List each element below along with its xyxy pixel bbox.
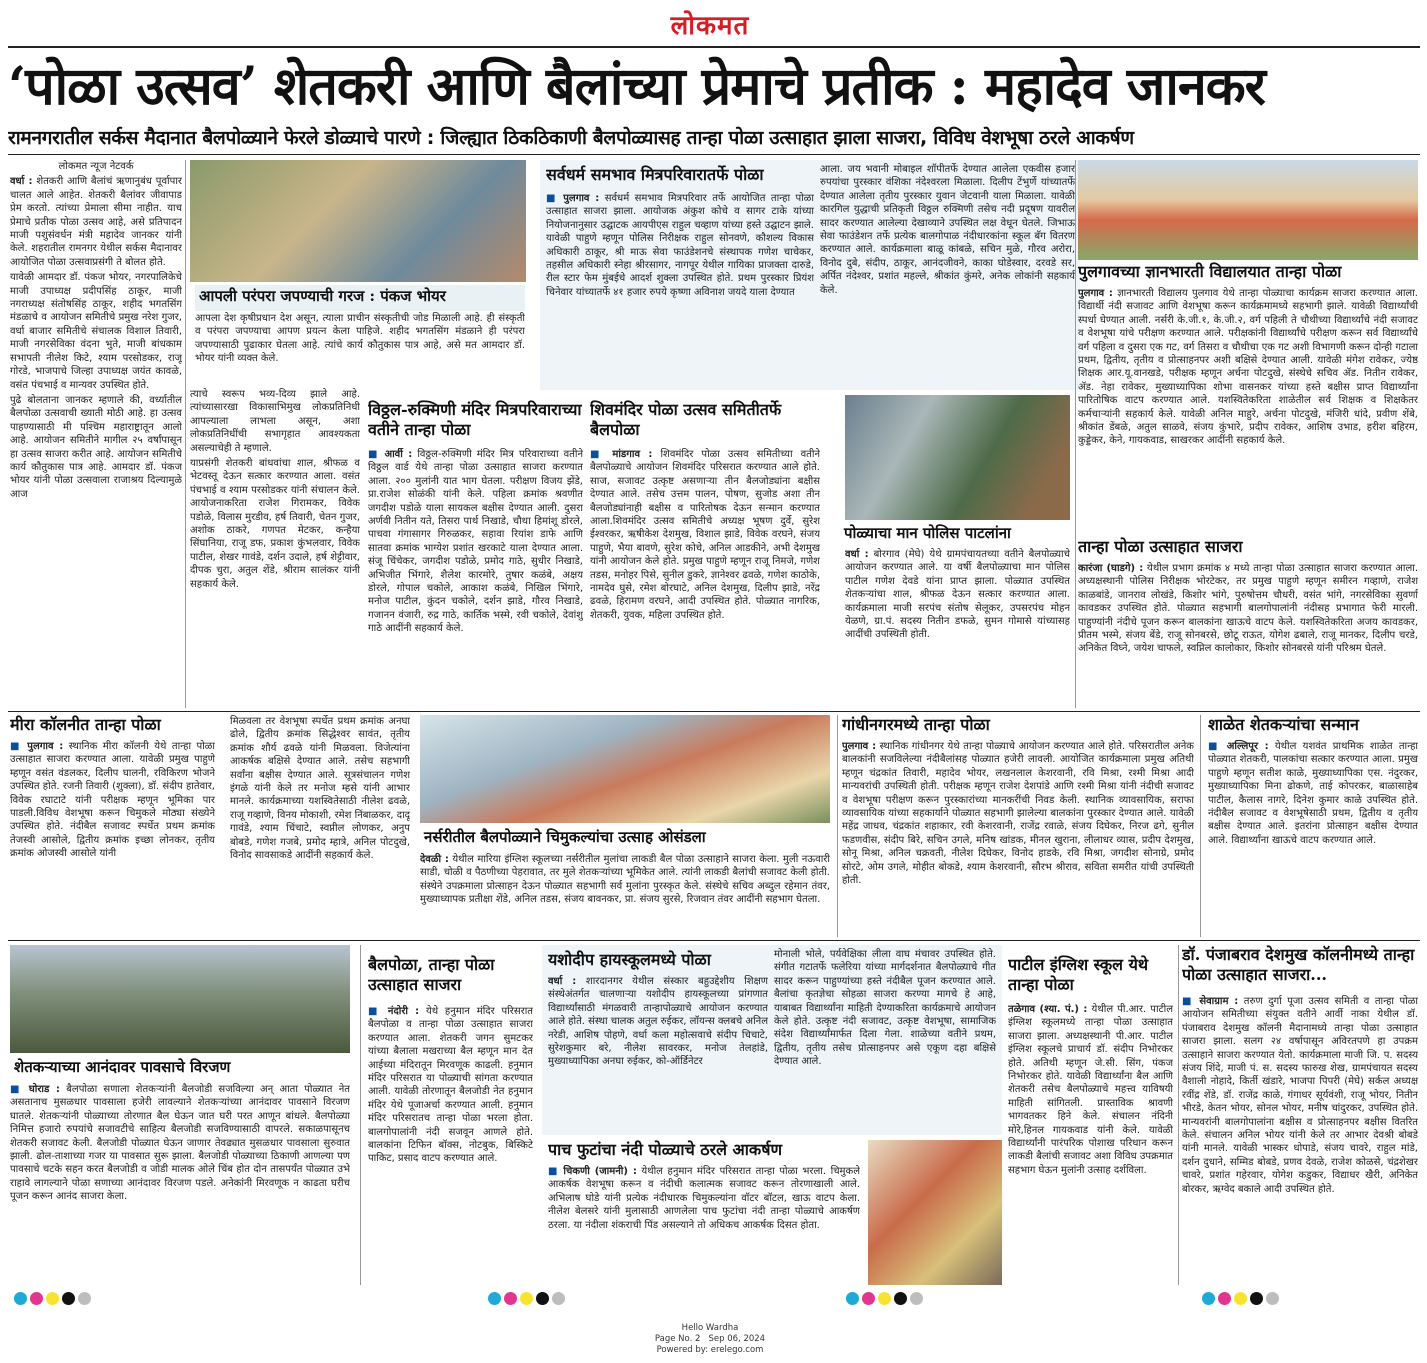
sarvadharma-title: सर्वधर्म समभाव मित्रपरिवारातर्फे पोळा	[546, 165, 764, 184]
shivmandir-title: शिवमंदिर पोळा उत्सव समितीतर्फे बैलपोळा	[590, 400, 782, 439]
dnyanbharati-title: पुलगावच्या ज्ञानभारती विद्यालयात तान्हा पोळा	[1078, 262, 1342, 281]
chikani-place: चिकणी (जामनी) :	[563, 1166, 637, 1177]
registration-marks	[14, 1292, 124, 1307]
dnyanbharati-place: पुलगाव :	[1078, 288, 1113, 299]
vitthal-title: विठ्ठल-रुक्मिणी मंदिर मित्रपरिवाराच्या वतीने तान्हा पोळा	[368, 400, 582, 439]
chikani-title: पाच फुटांचा नंदी पोळ्याचे ठरले आकर्षण	[548, 1140, 783, 1159]
pankaj-body: आपला देश कृषीप्रधान देश असून, त्याला प्राचीन संस्कृतीची जोड मिळाली आहे. ही संस्कृती व परंपरा जपण्याचा आपण प्रयत्न केला पाहिजे. शहीद भगतसिंग मंडळाने ही परंपरा जपण्यासाठी पुढाकार घेतला आहे. त्यांचे कार्य कौतुकास पात्र आहे, असे मत आमदार डॉ. भोयर यांनी व्यक्त केले.	[195, 313, 525, 365]
yellow-dot-icon	[46, 1292, 59, 1305]
registration-marks	[1202, 1292, 1312, 1307]
police-patil-body	[845, 548, 1070, 708]
magenta-dot-icon	[504, 1292, 517, 1305]
bullet-icon: ■	[368, 1006, 382, 1017]
bullet-icon: ■	[1182, 996, 1194, 1007]
nandori-title: बैलपोळा, तान्हा पोळा उत्साहात साजरा	[368, 955, 495, 994]
shivmandir-place: मांडगाव :	[612, 449, 653, 460]
black-dot-icon	[536, 1292, 549, 1305]
patil-text: येथील पी.आर. पाटील इंग्लिश स्कूलमध्ये तान्हा पोळा उत्साहात साजरा झाला. अध्यक्षस्थानी पी.आर. पाटील इंग्लिश स्कूलचे प्राचार्य डॉ. संदीप निभोरकर होते. अतिथी म्हणून जे.सी. सिंग, पंकज निभोरकर होते. यावेळी विद्यार्थ्यांना बैल आणि शेतकरी तसेच बैलपोळ्याचे महत्त्व याविषयी माहिती सांगितली. प्रास्ताविक श्रावणी भागवतकर हिने केले. संचालन नंदिनी मोरे,हिनल गायकवाड यांनी केले. यावेळी विद्यार्थ्यांनी पारंपरिक पोशाख परिधान करून लाकडी बैलांची सजावट अशा विविध उपक्रमात सहभाग घेऊन मुलांनी उत्साह दर्शविला.	[1008, 1004, 1173, 1176]
section-rule	[8, 940, 1420, 941]
sarvadharma-place: पुलगाव :	[563, 193, 600, 204]
police-patil-place: वर्धा :	[845, 549, 869, 560]
patil-title: पाटील इंग्लिश स्कूल येथे तान्हा पोळा	[1008, 955, 1149, 994]
yashodeep-title: यशोदीप हायस्कूलमध्ये पोळा	[548, 950, 711, 969]
cyan-dot-icon	[14, 1292, 27, 1305]
black-dot-icon	[62, 1292, 75, 1305]
magenta-dot-icon	[1218, 1292, 1231, 1305]
karanja-text: येथील प्रभाग क्रमांक ४ मध्ये तान्हा पोळा उत्साहात साजरा करण्यात आला. अध्यक्षस्थानी पोलिस निरीक्षक भोरटेकर, तर प्रमुख पाहुणे म्हणून समीरन गव्हाणे, राजेश काळबांडे, जानराव लोखंडे, किशोर भांगे, पुरुषोत्तम चौधरी, वसंत भांगे, नगरसेविका सुवर्णा कावडकर उपस्थित होते. पोळ्यात सहभागी बालगोपालांनी नंदीसह प्रभागात फेरी मारली. पाहुण्यांनी नंदीचे पूजन करून बालकांना खाऊचे वाटप केले. यशस्वितेकरिता अजय कावडकर, प्रीतम भस्मे, संजय बेंडे, राजू सोनबरसे, छोटू राऊत, योगेश ढबाले, राजू मानकर, दिलीप चरडे, अनिकेत विघ्ने, जयेश चाफले, स्वप्निल कालोकार, किशोर सोनबरसे यांनी परिश्रम घेतले.	[1078, 563, 1418, 655]
gandhinagar-place: पुलगाव :	[842, 741, 877, 752]
yellow-dot-icon	[878, 1292, 891, 1305]
nursery-body	[420, 853, 830, 937]
shivmandir-body	[590, 448, 820, 710]
main-event-photo	[190, 160, 526, 282]
panjabrao-body	[1182, 995, 1418, 1285]
karanja-body	[1078, 562, 1418, 710]
edition-name: Hello Wardha	[681, 1323, 739, 1333]
bullet-icon: ■	[546, 193, 558, 204]
vitthal-text: विठ्ठल-रुक्मिणी मंदिर मित्र परिवाराच्या वतीने विठ्ठल वार्ड येथे तान्हा पोळा उत्साहात साजरा करण्यात आला. २०० मुलांनी यात भाग घेतला. परीक्षण विजय झेंडे, प्रा.राजेश सोळंकी यांनी केले. पहिला क्रमांक श्रवणीत जगदीश पडोळे याला सायकल बक्षीस देण्यात आली. दुसरा अर्णवी नितीन यते, तिसरा पार्थ निखाडे, चौथा हिमांशू डोरले, पाचवा गंगासागर गिरुळकर, सहावा रियांश डाफे आणि सातवा क्रमांक भाग्येश प्रशांत खरकाटे याला देण्यात आला. संजू चिंचेकर, जगदीश पडोळे, प्रमोद गाठे, सुधीर निखाडे, अभिजीत भिंगारे, शैलेश कारमोरे, तुषार कळंबे, अक्षय डोरले, गोपाल चकोले, आकाश कळंबे, निखिल भिंगारे, मनोज पाटील, कुंदन चकोले, दर्शन झाडे, गौरव निखाडे, गजानन वंजारी, रुद्र गाठे, कार्तिक भस्मे, रवी चकोले, देवांशु गाठे आदींनी सहकार्य केले.	[368, 449, 583, 635]
panjabrao-place: सेवाग्राम :	[1199, 996, 1239, 1007]
page-subhead: रामनगरातील सर्कस मैदानात बैलपोळ्याने फेरले डोळ्याचे पारणे : जिल्ह्यात ठिकठिकाणी बैलपोळ्यासह तान्हा पोळा उत्साहात झाला साजरा, विविध वेशभूषा ठरले आकर्षण	[8, 127, 1134, 149]
karanja-place: कारंजा (घाडगे) :	[1078, 563, 1144, 574]
powered-by-link[interactable]: Powered by: erelego.com	[656, 1345, 764, 1355]
meera-body-col2: मिळवला तर वेशभूषा स्पर्धेत प्रथम क्रमांक अनघा ढोले, द्वितीय क्रमांक सिद्धेश्वर सावंत, तृतीय क्रमांक शौर्य ढवळे यांनी मिळवला. विजेत्यांना आकर्षक बक्षिसे देण्यात आले. तसेच सहभागी सर्वांना बक्षीस देण्यात आले. सूत्रसंचालन गणेश इंगळे यांनी केले तर मनोज म्हसे यांनी आभार मानले. कार्यक्रमाच्या यशस्वितेसाठी नीलेश ढवळे, राजू गव्हाणे, विनय मोकाशी, रमेश निंबाळकर, दादू गावंडे, श्याम चिंचाटे, स्वप्नील लोणकर, अनुप बोबडे, गणेश गजबे, प्रमोद म्हात्रे, अनिल पोटदुखे, विनोद सावसाकडे आदींनी सहकार्य केले.	[230, 716, 410, 862]
bullet-icon: ■	[368, 449, 380, 460]
cyan-dot-icon	[488, 1292, 501, 1305]
karanja-title: तान्हा पोळा उत्साहात साजरा	[1078, 537, 1243, 556]
rain-photo	[10, 945, 350, 1053]
section-rule	[8, 711, 1420, 712]
gandhinagar-text: स्थानिक गांधीनगर येथे तान्हा पोळ्याचे आयोजन करण्यात आले होते. परिसरातील अनेक बालकांनी सजविलेल्या नंदीबैलांसह पोळ्यात हजेरी लावली. आयोजित कार्यक्रमाला प्रमुख अतिथी म्हणून चंद्रकांत तिवारी, महादेव भोयर, लखनलाल केशरवानी, रवि मिश्रा, रश्मी मिश्रा आदी मान्यवरांची उपस्थिती होती. परीक्षक म्हणून राजेश देशपांडे आणि रश्मी मिश्रा यांनी नंदीची सजावट व वेशभूषा परीक्षण करून पुरस्कारांच्या मानकरींची निवड केली. स्थानिक व्यावसायिक, सराफा व्यावसायिक यांच्या सहकार्याने पोळ्यात सहभागी झालेल्या बालकांना पुरस्कार देण्यात आले. यावेळी महेंद्र जाधव, चंद्रकांत शहाकार, रवी केशरवानी, राजेंद्र रवाळे, संजय दिघेकर, निरज ढगे, सुनील फडणवीस, संदीप बिरे, सचिन उगले, मनिष खांडक, मीनल खुराना, लीलाधर व्यास, प्रदीप देशमुख, सोनू मिश्रा, अनिल चक्रवती, नीलेश दिघेकर, विनोद हाडके, रवि मिश्रा, जगदीश सोनाग्रे, प्रमोद सोरटे, ओम उगले, मोहीत बोकडे, श्याम केशरवानी, सौरभ श्रीराव, सविता समरीत यांची उपस्थिती होती.	[842, 741, 1194, 887]
chikani-text: येथील हनुमान मंदिर परिसरात तान्हा पोळा भरला. चिमुकले आकर्षक वेशभूषा करून व नंदीची कलात्मक सजावट करून तोरणाखाली आले. अभिलाष घोडे यांनी प्रत्येक नंदीधारक चिमुकल्यांना वॉटर बॉटल, खाऊ वाटप केला. नीलेश बेलसरे यांनी मुलासाठी आणलेला पाच फुटांचा नंदी तान्हा पोळ्याचे आकर्षण ठरला. या नंदीला शंकराची पिंड असल्याने तो अधिकच आकर्षक दिसत होता.	[548, 1166, 860, 1231]
sarvadharma-body-col1	[546, 192, 814, 387]
subhead-rule	[8, 154, 1420, 155]
registration-marks	[488, 1292, 598, 1307]
page-headline: ‘पोळा उत्सव’ शेतकरी आणि बैलांच्या प्रेमाचे प्रतीक : महादेव जानकर	[8, 56, 1265, 117]
grey-dot-icon	[552, 1292, 565, 1305]
nandori-text: येथे हनुमान मंदिर परिसरात बैलपोळा व तान्हा पोळा उत्साहात साजरा करण्यात आला. शेतकरी जगन सुमटकर यांच्या बैलाला मखराच्या बैल म्हणून मान देत आईच्या मंदिरातून मिरवणूक काढली. हनुमान मंदिर परिसरात या पोळ्याची सांगता करण्यात आली. यावेळी तोरणातून बैलजोडी नेत हनुमान मंदिर येथे पूजाअर्चा करण्यात आली. हनुमान मंदिर परिसरातच तान्हा पोळा भरला होता. बालगोपालांनी नंदी सजवून आणले होते. बालकांना टिफिन बॉक्स, नोटबुक, बिस्किटे पाकिट, प्रसाद वाटप करण्यात आले.	[368, 1006, 533, 1165]
shaleta-place: अल्लिपूर :	[1226, 741, 1269, 752]
rain-text: बैलपोळा सणाला शेतकऱ्यांनी बैलजोडी सजविल्या अन् आता पोळ्यात नेत असतानाच मुसळधार पावसाला हजेरी लावल्याने शेतकऱ्यांच्या आनंदावर पावसाने विरजण घातले. शेतकऱ्यांनी पोळ्याच्या तोरणात बैल घेऊन जात घरी परत आणून बांधले. बैलपोळ्या निमित्त हजारो रुपयांचे सजावटीचे साहित्य बैलजोडी सजविण्यासाठी वापरले. सकाळपासूनच शेतकरी सजावट केली. बैलजोडी पोळ्यात घेऊन जाणार तेवढ्यात मुसळधार पावसाला सुरुवात झाली. ढोल-ताशाच्या गजर या पावसात सुरू झाला. बैलजोडी पोळ्याच्या ठिकाणी आणल्या पण पावसाचे चटके सहन करत बैलजोडी व जोडी मालक ओले चिंब होत दोन तासपर्यंत पोळ्यात उभे राहावे लागल्याने पोळा सणाच्या आनंदावर विरजण पडले. अनेकांनी मिरवणूक न काढता घरीच पूजन करून आनंद साजरा केला.	[10, 1084, 350, 1203]
sarvadharma-body-col2: आला. जय भवानी मोबाइल शॉपीतर्फे देण्यात आलेला एकवीस हजार रुपयांचा पुरस्कार वंशिका नंदेश्वरला मिळाला. दिलीप टेंभुर्णे यांच्यातर्फे देण्यात आलेला तृतीय पुरस्कार युवान जेटवानी याला मिळाला. यावेळी कारगिल युद्धाची प्रतिकृती विठ्ठल रुक्मिणी तसेच नदी प्रदूषण यावरील सादर करण्यात आलेल्या देखाव्याने उपस्थित लक्ष वेधून घेतले. जिभाऊ सेवा फाउंडेशन तर्फे प्रत्येक बालगोपाळ नंदीधारकांना स्कूल बॅग वितरण करण्यात आले. कार्यक्रमाला बाळू कांबळे, सचिन मुळे, गौरव अरोरा, विनोद दुबे, संदीप, ठाकूर, आनंदजीवने, काका घोडेस्वार, दरवडे सर, अर्पित नंदेश्वर, प्रशांत महल्ले, श्रीकांत कुंमरे, अनेक लोकांनी सहकार्य केले.	[820, 164, 1075, 296]
yashodeep-place: वर्धा :	[548, 976, 577, 987]
nandi-photo	[868, 1140, 1002, 1285]
bullet-icon: ■	[548, 1166, 559, 1177]
bullet-icon: ■	[10, 741, 22, 752]
patil-place: तळेगाव (श्या. पं.) :	[1008, 1004, 1088, 1015]
main-para-4: त्याचे स्वरूप भव्य-दिव्य झाले आहे. त्यांच्यासारखा विकासाभिमुख लोकप्रतिनिधी आपल्याला लाभला असून, अशा लोकप्रतिनिधींची सभागृहात आवश्यकता असल्याचेही ते म्हणाले.	[190, 389, 360, 454]
panjabrao-text: तरुण दुर्गा पूजा उत्सव समिती व तान्हा पोळा आयोजन समितीच्या संयुक्त वतीने आर्वी नाका येथील डॉ. पंजाबराव देशमुख कॉलनी मैदानामध्ये तान्हा पोळा उत्साहात साजरा झाला. सलग २४ वर्षापासून अविरतपणे हा उपक्रम उत्साहाने साजरा करण्यात येतो. कार्यक्रमाला माजी जि. प. सदस्य संजय शिंदे, माजी पं. स. सदस्य फारुख शेख, ग्रामपंचायत सदस्य वैशाली नोहादे, किर्ती खंडारे, भाजपा पिपरी (मेघे) सर्कल अध्यक्ष रवींद्र शेंडे, डॉ. राजेंद्र काळे, गंगाधर सूर्यवंशी, राजू भोयर, नितीन भीरडे, केतन भोयर, सोनल भोयर, मनीष चांदुरकर, उपस्थित होते. मान्यवरांनी बालगोपालांना बक्षीस व प्रोत्साहनपर बक्षीस वितरित केले. संचालन अनिल भोयर यांनी केले तर आभार देवश्री बोबडे यांनी मानले. यावेळी भास्कर धोपाडे, संजय चावरे, राहुल मांडे, दर्शन दुधाने, सम्मिड बोबडे, प्रणव देवळे, राजेश कोळसे, चंद्रशेखर चावरे, प्रशांत गहेरवार, योगेश कडुकर, विद्याधर खैरी, अनिकेत बोरकर, ऋग्वेद बकाले आदी उपस्थित होते.	[1182, 996, 1418, 1195]
shivmandir-text: शिवमंदिर पोळा उत्सव समितीच्या वतीने बैलपोळ्याचे आयोजन शिवमंदिर परिसरात करण्यात आले होते. साज, सजावट उत्कृष्ट असणाऱ्या तीन बैलजोड्यांना बक्षीस देण्यात आले. तसेच उत्तम पालन, पोषण, सुजोड अशा तीन बैलजोड्यांनाही बक्षीस व पारितोषक देऊन सन्मान करण्यात आला.शिवमंदिर उत्सव समितीचे अध्यक्ष भूषण दुर्वे, सुरेश ईश्वरकर, ऋषीकेश देशमुख, विशाल झाडे, विवेक वरघने, संजय पाहुणे, भैया बावणे, सुरेश कोचे, अनिल आडकीने, अभी देशमुख यांनी आयोजन केले होते. प्रमुख पाहुणे म्हणून राजू निमजे, गणेश तडस, मनोहर पिसे, सुनील डुकरे, ज्ञानेश्वर ढवळे, गणेश काठोके, नामदेव घुसे, रमेश बोरघाटे, अनिल देशमुख, दिलीप झाडे, नरेंद्र ढवळे, हिरामण वरघने, आदी उपस्थित होते. पोळ्यात नागरिक, शेतकरी, युवक, महिला उपस्थित होते.	[590, 449, 820, 621]
patil-body	[1008, 1003, 1173, 1285]
main-para-2: यावेळी आमदार डॉ. पंकज भोयर, नगरपालिकेचे माजी उपाध्यक्ष प्रदीपसिंह ठाकूर, माजी नगराध्यक्ष संतोषसिंह ठाकूर, शहीद भगतसिंग मंडळाचे व आयोजन समितीचे प्रमुख नरेश गुजर, वर्धा बाजार समितीचे संचालक विशाल तिवारी, माजी नगरसेविका वंदना भुते, माजी बांधकाम सभापती नीलेश किटे, श्याम परसोडकर, राजू गोरडे, भाजपाचे जिल्हा उपाध्यक्ष जयंत कावळे, वसंत पंचभाई व मान्यवर उपस्थित होते.	[10, 272, 182, 391]
nandori-body	[368, 1005, 533, 1285]
chikani-body	[548, 1165, 860, 1283]
column-divider	[185, 160, 186, 708]
magenta-dot-icon	[30, 1292, 43, 1305]
police-patil-text: बोरगाव (मेघे) येथे ग्रामपंचायतच्या वतीने बैलपोळ्याचे आयोजन करण्यात आले. या वर्षी बैलपोळ्याचा मान पोलिस पाटील गणेश देवडे यांना प्राप्त झाला. पोळ्यात उपस्थित शेतकऱ्यांचा शाल, श्रीफळ देऊन सत्कार करण्यात आला. कार्यक्रमाला माजी सरपंच संतोष सेलूकर, उपसरपंच मोहन येळणे, ग्रा.पं. सदस्य नितीन डफळे, सुमन गोमासे यांच्यासह आदींची उपस्थिती होती.	[845, 549, 1070, 641]
police-patil-photo	[845, 395, 1070, 520]
grey-dot-icon	[910, 1292, 923, 1305]
dnyanbharati-text: ज्ञानभारती विद्यालय पुलगाव येथे तान्हा पोळ्याचा कार्यक्रम साजरा करण्यात आला. विद्यार्थी नंदी सजावट आणि वेशभूषा करून कार्यक्रमामध्ये सहभागी झाले. यावेळी विद्यार्थ्यांची स्पर्धा घेण्यात आली. नर्सरी के.जी.१, के.जी.२, वर्ग पहिली ते चौथीच्या विद्यार्थ्यांचे नंदी सजावट व वेशभूषा यांचे परीक्षण करण्यात आले. परीक्षकांनी विद्यार्थ्यांचे परीक्षण करून सर्व विद्यार्थ्यांचे वर्ग पहिला व दुसरा एक गट, वर्ग तिसरा व चौथीचा एक गट अशी विभागणी करून दोन्ही गटाला प्रथम, द्वितीय, तृतीय व प्रोत्साहनपर अशी बक्षिसे देण्यात आली. यावेळी मंगेश रावेकर, ज्येष्ठ शिक्षक आर.यू.वानखडे, परीक्षक म्हणून अर्चना पोटदुखे, संस्थेचे सचिव ॲड. नितीन रावेकर, ॲड. नेहा रावेकर, मुख्याध्यापिका शोभा वासनकर यांच्या हस्ते बक्षीस प्राप्त विद्यार्थ्यांना पारितोषिक वाटप करण्यात आले. यशस्वितेकरिता शाळेतील सर्व शिक्षक व शिक्षकेतर कर्मचाऱ्यांनी सहकार्य केले. यावेळी अनिल माहुरे, अर्चना पोटदुखे, मंजिरी धांदे, प्रवीण शेंबे, श्रीकांत डेंबळे, अतुल साळवे, संजय कुंभारे, प्रदीप रावेकर, आशिष उभाड, हरीश बहिरम, कुड्डेकर, केने, गायकवाड, साखरकर आदींनी सहकार्य केले.	[1078, 288, 1418, 447]
cyan-dot-icon	[846, 1292, 859, 1305]
yellow-dot-icon	[520, 1292, 533, 1305]
column-divider	[360, 945, 361, 1285]
meera-body-col1	[10, 740, 215, 935]
gandhinagar-title: गांधीनगरमध्ये तान्हा पोळा	[842, 715, 990, 734]
nursery-title: नर्सरीतील बैलपोळ्याने चिमुकल्यांचा उत्साह ओसंडला	[420, 826, 830, 850]
page-number: Page No. 2	[654, 1334, 701, 1344]
cyan-dot-icon	[1202, 1292, 1215, 1305]
shaleta-body	[1208, 740, 1418, 937]
column-divider	[837, 715, 838, 937]
meera-title: मीरा कॉलनीत तान्हा पोळा	[10, 715, 161, 734]
vitthal-place: आर्वी :	[384, 449, 413, 460]
bullet-icon: ■	[590, 449, 605, 460]
column-divider	[1178, 945, 1179, 1285]
grey-dot-icon	[78, 1292, 91, 1305]
black-dot-icon	[1250, 1292, 1263, 1305]
gandhinagar-body	[842, 740, 1194, 937]
rain-place: घोराड :	[28, 1084, 60, 1095]
masthead-rule	[8, 46, 1420, 48]
page-footer	[560, 1323, 860, 1363]
panjabrao-title: डॉ. पंजाबराव देशमुख कॉलनीमध्ये तान्हा पोळा उत्साहात साजरा...	[1182, 945, 1415, 984]
meera-text: स्थानिक मीरा कॉलनी येथे तान्हा पोळा उत्साहात साजरा करण्यात आला. यावेळी प्रमुख पाहुणे म्हणून वसंत वंडलकर, दिलीप घालनी, रविकिरण भोजने उपस्थित होते. रजनी तिवारी (शुक्ला), डॉ. संदीप हातेवार, विवेक रघाटाटे यांनी परीक्षक म्हणून भूमिका पार पाडली.विविध वेशभूषा करून चिमुकले मोठ्या संख्येने उपस्थित होते. नंदीबैल सजावट स्पर्धेत प्रथम क्रमांक तेजस्वी आसोले, द्वितीय क्रमांक इच्छा लोनकर, तृतीय क्रमांक ओजस्वी आसोले यांनी	[10, 741, 215, 860]
bullet-icon: ■	[1208, 741, 1221, 752]
grey-dot-icon	[1266, 1292, 1279, 1305]
rain-body	[10, 1083, 350, 1283]
sarvadharma-text: सर्वधर्म समभाव मित्रपरिवार तर्फे आयोजित तान्हा पोळा उत्साहात साजरा झाला. आयोजक अंकुश कोचे व सागर टाके यांच्या नियोजनानुसार उद्घाटक आयपीएस राहुल चव्हाण यांच्या हस्ते उद्घाटन झाले. यावेळी पाहुणे म्हणून पोलिस निरीक्षक राहुल सोनवणे, कौशल्य विकास अधिकारी ठाकूर, श्री माऊ सेवा फाउंडेशनचे संस्थापक गणेश चाचेकर, तहसील अधिकारी स्नेहा श्रीरसागर, नागपूर येथील गायिका प्राजक्ता दारुडे, रील स्टार फेम मुंबईचे आदर्श शुक्ला उपस्थित होते. प्रथम पुरस्कार प्रियंश चिनेवार यांच्यातर्फे ४१ हजार रुपये कृष्णा अविनाश जयदे याला देण्यात	[546, 193, 814, 298]
nursery-text: येथील मारिया इंग्लिश स्कूलच्या नर्सरीतील मुलांचा लाकडी बैल पोळा उत्साहाने साजरा केला. मुली नऊवारी साडी, चोळी व पैठणीच्या पेहरावात, तर मुले शेतकऱ्यांच्या भूमिकेत आले. त्यांनी लाकडी बैलांची सजावट केली होती. संस्थेने उपक्रमाला प्रोत्साहन देऊन पोळ्यात सहभागी सर्व मुलांना पुरस्कृत केले. संस्थेचे सचिव अब्दुल रहेमान तंवर, मुख्याध्यापक प्रतीक्षा शेंडे, अनिल तडस, संजय बावनकर, प्रा. संजय सुरसे, रिजवान तंवर आदींनी सहभाग घेतला.	[420, 854, 830, 906]
main-para-3: पुढे बोलताना जानकर म्हणाले की, वर्ध्यातील बैलपोळा उत्सवाची ख्याती मोठी आहे. हा उत्सव पाहण्यासाठी मी पश्चिम महाराष्ट्रातून आलो आहे. आयोजन समितीने मागील २५ वर्षांपासून हा उत्सव साजरा करीत आहे. आयोजन समितीचे कार्य कौतुकास पात्र आहे. आमदार डॉ. पंकज भोयर यांनी पोळा उत्सवाला राजाश्रय दिल्यामुळे आज	[10, 394, 182, 500]
newspaper-masthead: लोकमत	[670, 11, 750, 40]
shaleta-text: येथील यशवंत प्राथमिक शाळेत तान्हा पोळ्यात शेतकरी, पालकांचा सत्कार करण्यात आला. प्रमुख पाहुणे म्हणून सतीश काळे, मुख्याध्यापिका एस. नंदुरकर, मुख्याध्यापिका मिना ढोकणे, ताई कोपरकर, बाळासाहेब पाटील, कैलास नागरे, दिनेश कुमार काळे उपस्थित होते. नंदीबैल सजावट व वेशभूषेसाठी प्रथम, द्वितीय व तृतीय बक्षीस देण्यात आले. इतरांना प्रोत्साहन बक्षीस देण्यात आले. विद्यार्थ्यांना खाऊचे वाटप करण्यात आले.	[1208, 741, 1418, 846]
yashodeep-text: शारदानगर येथील संस्कार बहुउद्देशीय शिक्षण संस्थेअंतर्गत चालणाऱ्या यशोदीप हायस्कूलच्या प्रांगणात विद्यार्थ्यांसाठी मंगळवारी तान्हापोळ्याचे आयोजन करण्यात आले होते. संस्था चालक अतुल रुईकर, लॉयन्स क्लबचे अनिल नरेडी, आशिष पोहणे, वर्धा कला महोत्सवाचे संदीप चिचाटे, सुरेशकुमार बरे, नीलेश सावरकर, मनोज तेलहांडे, मुख्याध्यापिका अनघा रुईकर, को-ऑर्डिनेटर	[548, 976, 768, 1068]
column-divider	[1200, 715, 1201, 937]
black-dot-icon	[894, 1292, 907, 1305]
main-para-1: शेतकरी आणि बैलांचं ऋणानुबंध पूर्वापार चालत आले आहेत. शेतकरी बैलांवर जीवापाड प्रेम करतो. त्यांच्या प्रेमाला सीमा नाहीत. याच प्रेमाचे प्रतीक पोळा उत्सव आहे, असे प्रतिपादन माजी पशुसंवर्धन मंत्री महादेव जानकर यांनी केले. शहरातील रामनगर येथील सर्कस मैदानावर आयोजित पोळा उत्सवाप्रसंगी ते बोलत होते.	[10, 176, 182, 268]
yashodeep-body-col2: मोनाली भोले, पर्यवेक्षिका लीला वाघ मंचावर उपस्थित होते. संगीत गटातर्फे फलेरिया यांच्या मार्गदर्शनात बैलपोळ्याचे गीत सादर करून पाहुण्यांच्या हस्ते नंदीबैल पूजन करण्यात आले. बैलांचा कृतज्ञेचा सोहळा साजरा करण्या मागचे हे आहे, याबाबत विद्यार्थ्यांना माहिती देण्याकरिता कार्यक्रमाचे आयोजन केले होते. उत्कृष्ट नंदी सजावट, उत्कृष्ट वेशभूषा, सामाजिक संदेश विद्यार्थ्यांमार्फत दिला गेला. शाळेच्या वतीने प्रथम, द्वितीय, तृतीय तसेच प्रोत्साहनपर असे एकूण दहा बक्षिसे देण्यात आले.	[774, 949, 996, 1068]
dnyanbharati-photo	[1078, 160, 1418, 260]
magenta-dot-icon	[862, 1292, 875, 1305]
nandori-place: नंदोरी :	[387, 1006, 420, 1017]
bullet-icon: ■	[10, 1084, 23, 1095]
page-date: Sep 06, 2024	[708, 1334, 766, 1344]
main-para-5: याप्रसंगी शेतकरी बांधवांचा शाल, श्रीफळ व भेटवस्तू देऊन सत्कार करण्यात आला. वसंत पंचभाई व श्याम परसोडकर यांनी संचालन केले. आयोजनाकरिता राजेश गिरामकर, विवेक पडोळे, विलास मुरडीव, हर्ष तिवारी, चेतन गुजर, अशोक ठाकरे, गणपत मेटकर, कन्हैया सिंघानिया, राजू डफ, प्रकाश कुंभलवार, विवेक पाटील, शेखर गावंडे, दर्शन उदाले, हर्ष शेट्टीवार, दीपक चुरा, अतुल शेंडे, श्रीराम सालंकर यांनी सहकार्य केले.	[190, 458, 360, 590]
main-story-col2	[190, 388, 360, 708]
column-divider	[1075, 160, 1076, 708]
vitthal-body	[368, 448, 583, 710]
yellow-dot-icon	[1234, 1292, 1247, 1305]
registration-marks	[846, 1292, 956, 1307]
main-story-col1	[10, 160, 182, 705]
police-patil-title: पोळ्याचा मान पोलिस पाटलांना	[840, 522, 1070, 546]
nursery-place: देवळी :	[420, 854, 449, 865]
rain-caption: शेतकऱ्याच्या आनंदावर पावसाचे विरजण	[10, 1056, 350, 1080]
shaleta-title: शाळेत शेतकऱ्यांचा सन्मान	[1208, 715, 1359, 734]
dateline: वर्धा :	[10, 176, 33, 188]
meera-place: पुलगाव :	[27, 741, 64, 752]
byline: लोकमत न्यूज नेटवर्क	[58, 161, 134, 172]
nursery-photo	[420, 715, 830, 823]
dnyanbharati-body	[1078, 287, 1418, 527]
yashodeep-body-col1	[548, 975, 768, 1133]
pankaj-caption: आपली परंपरा जपण्याची गरज : पंकज भोयर	[195, 285, 525, 311]
